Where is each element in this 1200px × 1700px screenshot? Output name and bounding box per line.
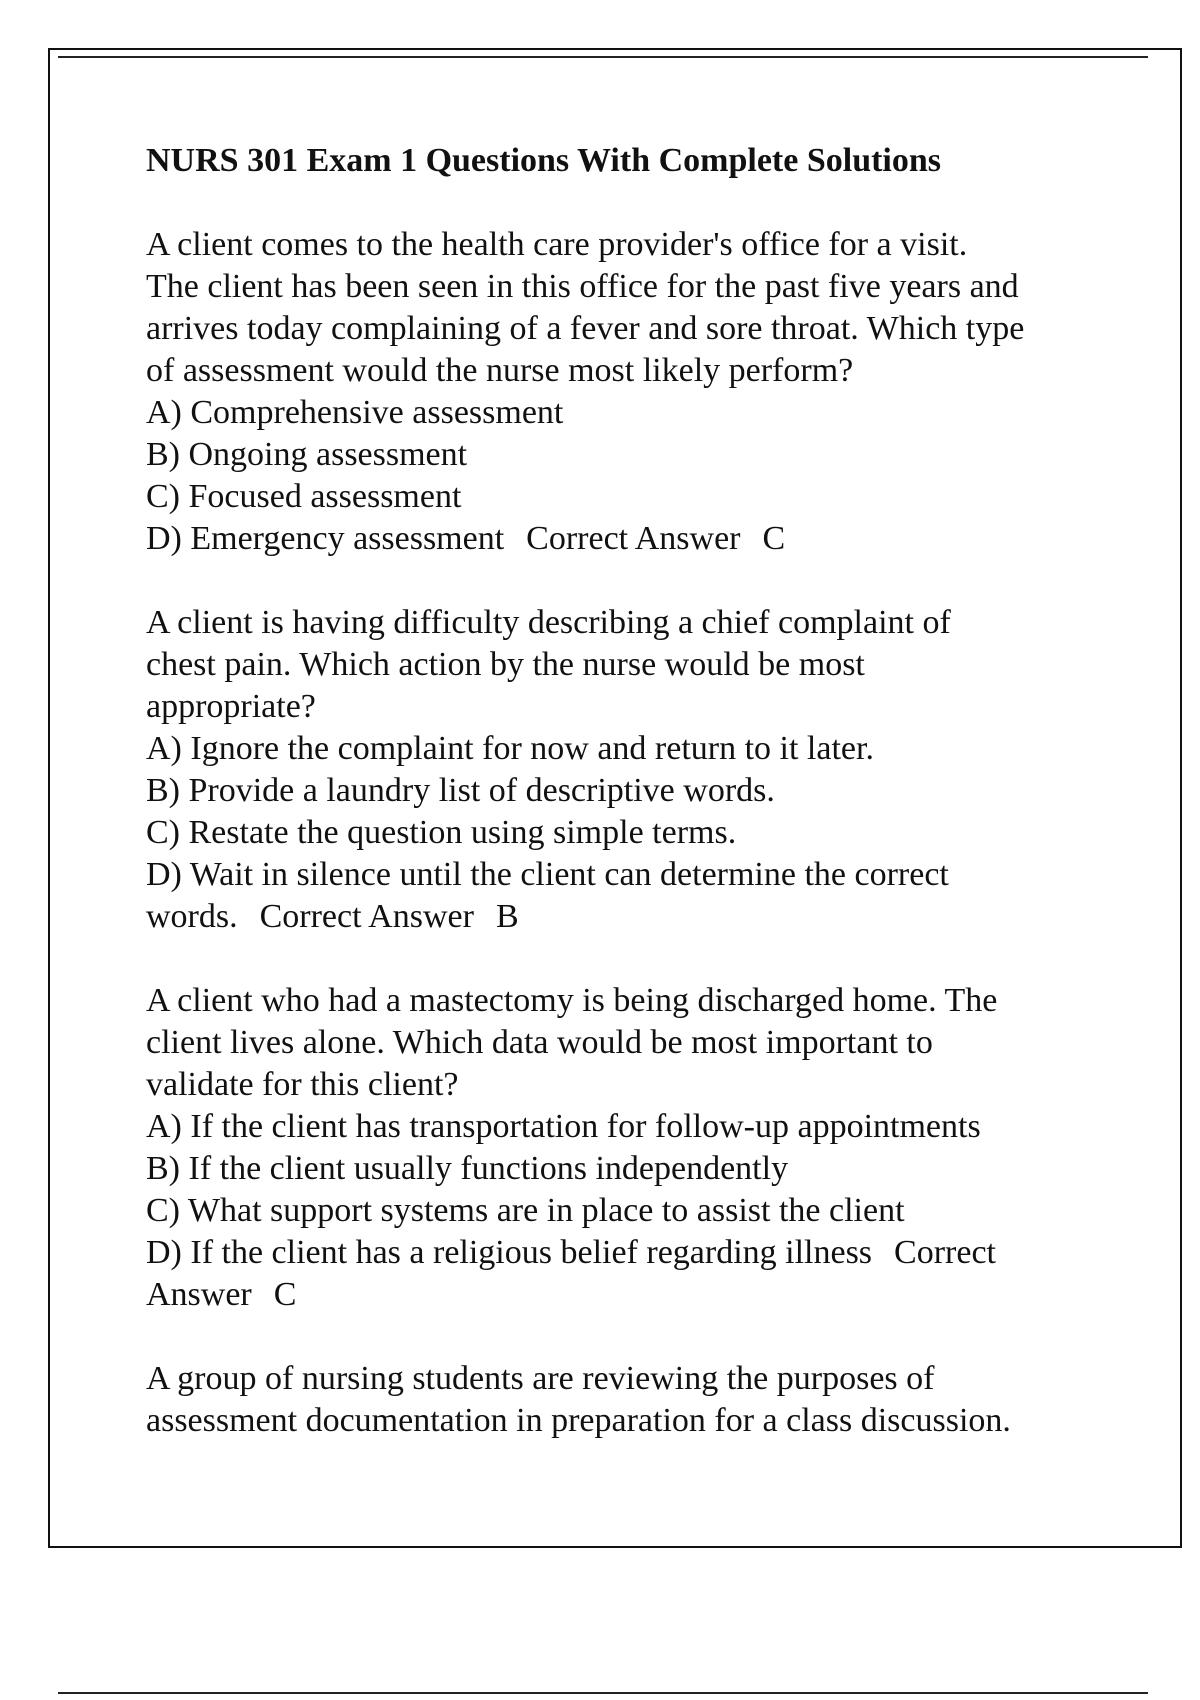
document-title: NURS 301 Exam 1 Questions With Complete Solutions <box>146 142 942 179</box>
correct-answer-value: B <box>495 898 519 935</box>
question-stem-line: validate for this client? <box>146 1066 459 1103</box>
question-stem-line: client lives alone. Which data would be most important to <box>146 1024 933 1061</box>
answer-option: D) Wait in silence until the client can determine the correct <box>146 856 949 893</box>
question-stem-line: arrives today complaining of a fever and sore throat. Which type <box>146 310 1025 347</box>
correct-answer-label: Correct <box>894 1234 996 1271</box>
bottom-divider <box>58 1692 1148 1694</box>
correct-answer-value: C <box>762 520 786 557</box>
document-body <box>146 140 1106 1484</box>
answer-option: C) Restate the question using simple terms. <box>146 814 737 851</box>
question-2 <box>146 602 1106 938</box>
correct-answer-value: C <box>273 1276 297 1313</box>
answer-option: words. <box>146 898 238 935</box>
question-1 <box>146 224 1106 560</box>
question-stem-line: chest pain. Which action by the nurse would be most <box>146 646 865 683</box>
question-stem-line: appropriate? <box>146 688 316 725</box>
question-stem-line: A client is having difficulty describing a chief complaint of <box>146 604 951 641</box>
correct-answer-label: Answer <box>146 1276 252 1313</box>
answer-option-with-answer <box>146 518 1106 560</box>
question-stem-line: A group of nursing students are reviewing the purposes of <box>146 1360 935 1397</box>
question-3 <box>146 980 1106 1316</box>
answer-option-with-answer <box>146 896 1106 938</box>
answer-option: A) Comprehensive assessment <box>146 394 564 431</box>
answer-option: B) If the client usually functions independently <box>146 1150 789 1187</box>
answer-option: B) Provide a laundry list of descriptive words. <box>146 772 775 809</box>
answer-option: D) If the client has a religious belief regarding illness <box>146 1234 873 1271</box>
correct-answer-label: Correct Answer <box>259 898 474 935</box>
answer-option-with-answer <box>146 1232 1106 1274</box>
answer-option: C) Focused assessment <box>146 478 462 515</box>
question-stem-line: The client has been seen in this office for the past five years and <box>146 268 1019 305</box>
question-stem-line: A client who had a mastectomy is being discharged home. The <box>146 982 998 1019</box>
correct-answer-label: Correct Answer <box>526 520 741 557</box>
question-4 <box>146 1358 1106 1442</box>
answer-option: D) Emergency assessment <box>146 520 505 557</box>
question-stem-line: assessment documentation in preparation for a class discussion. <box>146 1402 1011 1439</box>
answer-option: A) If the client has transportation for follow-up appointments <box>146 1108 981 1145</box>
question-stem-line: A client comes to the health care provider's office for a visit. <box>146 226 968 263</box>
answer-line <box>146 1274 1106 1316</box>
top-divider <box>58 56 1148 58</box>
question-stem-line: of assessment would the nurse most likely perform? <box>146 352 854 389</box>
answer-option: C) What support systems are in place to assist the client <box>146 1192 905 1229</box>
answer-option: A) Ignore the complaint for now and return to it later. <box>146 730 874 767</box>
answer-option: B) Ongoing assessment <box>146 436 468 473</box>
